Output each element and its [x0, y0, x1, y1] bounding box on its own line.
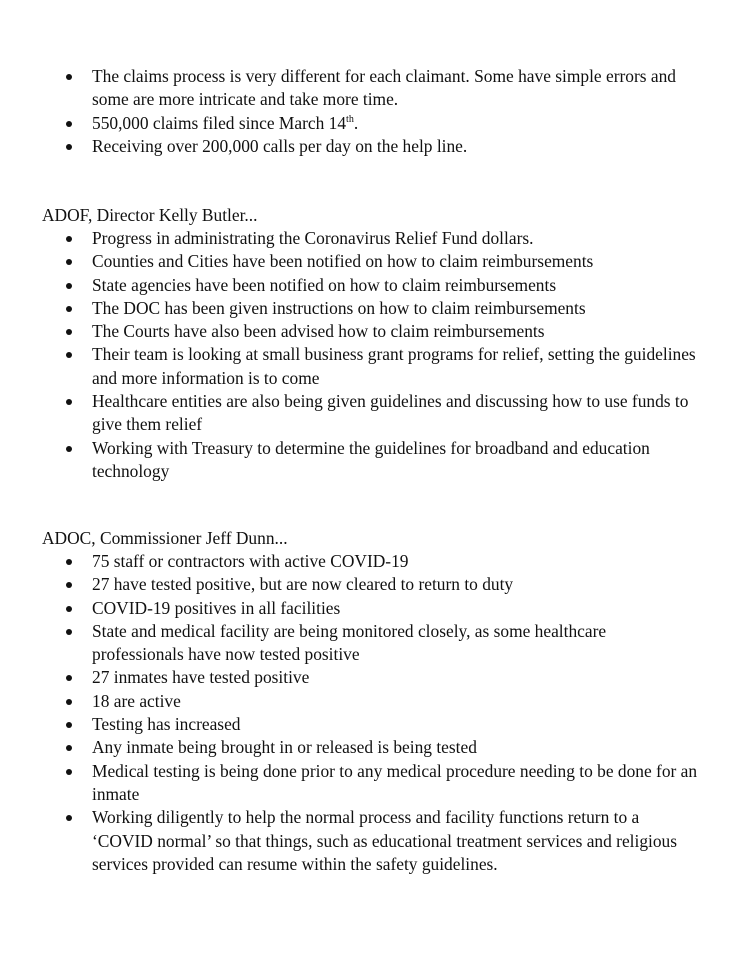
bullet-icon [66, 259, 72, 265]
list-item: 27 inmates have tested positive [0, 666, 742, 689]
list-item: 18 are active [0, 690, 742, 713]
list-item: Healthcare entities are also being given guidelines and discussing how to use funds to give them relief [0, 390, 742, 437]
bullet-icon [66, 769, 72, 775]
list-item: Medical testing is being done prior to any medical procedure needing to be done for an inmate [0, 760, 742, 807]
bullet-icon [66, 606, 72, 612]
list-item: Working with Treasury to determine the guidelines for broadband and education technology [0, 437, 742, 484]
bullet-icon [66, 629, 72, 635]
bullet-icon [66, 745, 72, 751]
list-item: State and medical facility are being monitored closely, as some healthcare professionals have now tested positive [0, 620, 742, 667]
list-item: 550,000 claims filed since March 14th. [0, 112, 742, 135]
list-item: Receiving over 200,000 calls per day on the help line. [0, 135, 742, 158]
adof-heading: ADOF, Director Kelly Butler... [42, 205, 258, 225]
bullet-icon [66, 283, 72, 289]
adoc-heading: ADOC, Commissioner Jeff Dunn... [42, 528, 288, 548]
bullet-icon [66, 399, 72, 405]
bullet-icon [66, 121, 72, 127]
bullet-icon [66, 236, 72, 242]
claims-bullet-list [0, 65, 742, 158]
list-item: 75 staff or contractors with active COVID-19 [0, 550, 742, 573]
list-item: Counties and Cities have been notified on how to claim reimbursements [0, 250, 742, 273]
list-item: Their team is looking at small business grant programs for relief, setting the guidelines and more information is to come [0, 343, 742, 390]
bullet-icon [66, 446, 72, 452]
list-item: COVID-19 positives in all facilities [0, 597, 742, 620]
list-item: Progress in administrating the Coronavirus Relief Fund dollars. [0, 227, 742, 250]
bullet-icon [66, 722, 72, 728]
bullet-icon [66, 74, 72, 80]
bullet-icon [66, 699, 72, 705]
list-item: The claims process is very different for each claimant. Some have simple errors and some are more intricate and take more time. [0, 65, 742, 112]
bullet-icon [66, 582, 72, 588]
bullet-icon [66, 329, 72, 335]
bullet-icon [66, 306, 72, 312]
list-item: Testing has increased [0, 713, 742, 736]
adof-bullet-list [0, 227, 742, 483]
bullet-icon [66, 559, 72, 565]
list-item: The DOC has been given instructions on how to claim reimbursements [0, 297, 742, 320]
list-item: Working diligently to help the normal process and facility functions return to a ‘COVID normal’ so that things, such as educational treatment services and religious services provided can resume within the safety guidelines. [0, 806, 742, 876]
list-item: The Courts have also been advised how to claim reimbursements [0, 320, 742, 343]
bullet-icon [66, 352, 72, 358]
list-item: Any inmate being brought in or released is being tested [0, 736, 742, 759]
bullet-icon [66, 815, 72, 821]
bullet-icon [66, 144, 72, 150]
adoc-bullet-list [0, 550, 742, 876]
list-item: 27 have tested positive, but are now cleared to return to duty [0, 573, 742, 596]
list-item: State agencies have been notified on how to claim reimbursements [0, 274, 742, 297]
bullet-icon [66, 675, 72, 681]
